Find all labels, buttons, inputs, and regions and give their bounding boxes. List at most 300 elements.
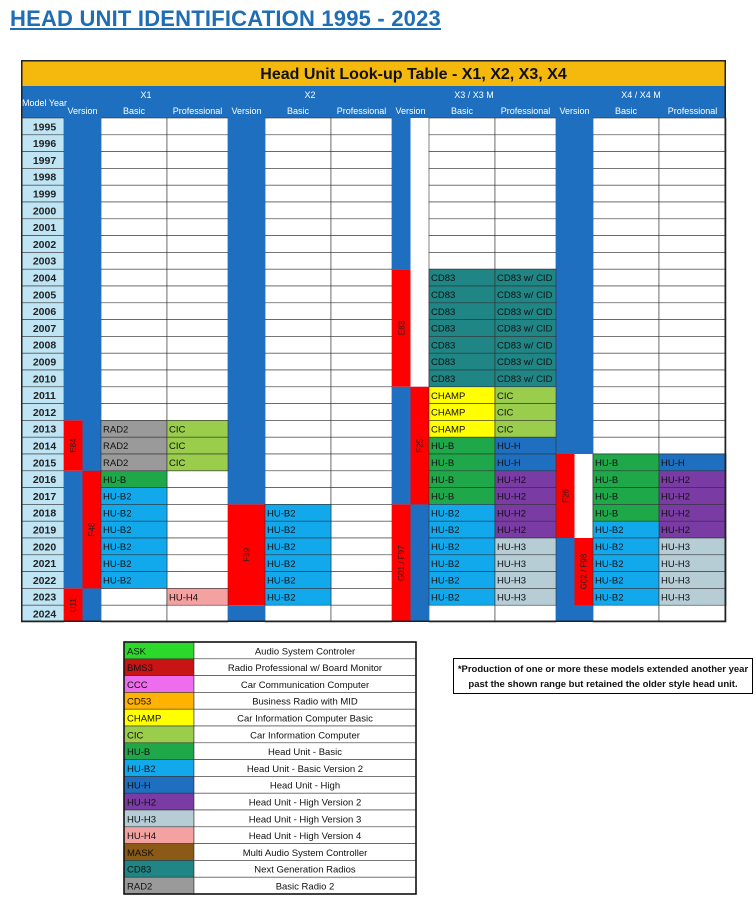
empty-cell bbox=[167, 404, 228, 421]
column-header-basic: Basic bbox=[122, 106, 146, 116]
empty-cell bbox=[167, 236, 228, 253]
head-unit-code: HU-B bbox=[431, 458, 455, 469]
empty-cell bbox=[659, 303, 726, 320]
head-unit-code: HU-B2 bbox=[431, 575, 460, 587]
empty-cell bbox=[265, 437, 331, 454]
empty-cell bbox=[167, 252, 228, 269]
empty-cell bbox=[265, 454, 331, 471]
head-unit-code: HU-H4 bbox=[169, 592, 199, 604]
model-year-label: 2005 bbox=[32, 289, 57, 302]
empty-cell bbox=[331, 236, 392, 253]
head-unit-code: HU-B2 bbox=[595, 575, 624, 587]
column-header-professional: Professional bbox=[667, 106, 718, 116]
head-unit-code: CIC bbox=[169, 424, 186, 436]
version-span bbox=[392, 118, 411, 269]
legend-code: MASK bbox=[127, 847, 154, 859]
model-year-label: 2002 bbox=[32, 238, 57, 251]
model-year-label: 2018 bbox=[32, 507, 57, 520]
empty-cell bbox=[101, 185, 167, 202]
head-unit-code: HU-B2 bbox=[267, 558, 296, 570]
column-header-version: Version bbox=[559, 106, 590, 116]
head-unit-code: HU-H2 bbox=[661, 491, 691, 503]
head-unit-code: CIC bbox=[497, 424, 514, 436]
empty-cell bbox=[495, 202, 556, 219]
empty-cell bbox=[331, 572, 392, 589]
empty-cell bbox=[167, 504, 228, 521]
head-unit-code: HU-B2 bbox=[595, 558, 624, 570]
model-year-label: 2010 bbox=[32, 373, 57, 386]
head-unit-code: HU-B bbox=[595, 508, 619, 520]
empty-cell bbox=[659, 152, 726, 169]
legend-code: HU-B2 bbox=[127, 763, 156, 775]
group-header-x3-x3-m: X3 / X3 M bbox=[454, 90, 494, 100]
empty-cell bbox=[659, 252, 726, 269]
version-span bbox=[556, 118, 593, 454]
empty-cell bbox=[167, 572, 228, 589]
table-title: Head Unit Look-up Table - X1, X2, X3, X4 bbox=[260, 66, 567, 83]
column-header-basic: Basic bbox=[286, 106, 310, 116]
empty-cell bbox=[331, 555, 392, 572]
head-unit-code: CD83 w/ CID bbox=[497, 374, 553, 385]
head-unit-code: HU-B2 bbox=[595, 525, 624, 537]
empty-cell bbox=[659, 168, 726, 185]
group-header-x4-x4-m: X4 / X4 M bbox=[621, 90, 661, 100]
head-unit-code: HU-B2 bbox=[103, 575, 132, 587]
empty-cell bbox=[659, 202, 726, 219]
legend-description: Head Unit - High Version 4 bbox=[248, 831, 362, 843]
empty-cell bbox=[265, 219, 331, 236]
legend-code: HU-H bbox=[127, 780, 151, 792]
head-unit-code: CIC bbox=[497, 407, 514, 419]
empty-cell bbox=[265, 118, 331, 135]
empty-cell bbox=[593, 370, 659, 387]
empty-cell bbox=[101, 202, 167, 219]
empty-cell bbox=[101, 252, 167, 269]
empty-cell bbox=[101, 404, 167, 421]
head-unit-code: HU-H3 bbox=[497, 575, 527, 587]
empty-cell bbox=[265, 370, 331, 387]
model-year-label: 2008 bbox=[32, 339, 57, 352]
head-unit-code: HU-B2 bbox=[267, 592, 296, 604]
empty-cell bbox=[429, 605, 495, 622]
head-unit-code: CD83 bbox=[431, 306, 456, 318]
legend-description: Basic Radio 2 bbox=[275, 881, 335, 893]
empty-cell bbox=[167, 471, 228, 488]
legend-description: Radio Professional w/ Board Monitor bbox=[227, 663, 383, 675]
empty-cell bbox=[429, 236, 495, 253]
empty-cell bbox=[495, 252, 556, 269]
empty-cell bbox=[167, 336, 228, 353]
empty-cell bbox=[167, 538, 228, 555]
empty-cell bbox=[331, 538, 392, 555]
empty-cell bbox=[265, 152, 331, 169]
head-unit-code: HU-B2 bbox=[103, 508, 132, 520]
empty-cell bbox=[593, 152, 659, 169]
head-unit-code: HU-B2 bbox=[431, 525, 460, 537]
empty-cell bbox=[659, 387, 726, 404]
version-label: E84 bbox=[69, 438, 79, 453]
empty-cell bbox=[331, 219, 392, 236]
version-label: G01 / F97 bbox=[397, 545, 407, 581]
version-label: G02 / F98 bbox=[579, 553, 589, 590]
empty-cell bbox=[659, 370, 726, 387]
head-unit-code: CD83 bbox=[431, 340, 456, 352]
empty-cell bbox=[495, 168, 556, 185]
empty-cell bbox=[331, 320, 392, 337]
footnote-line-1: *Production of one or more these models extended another year bbox=[457, 664, 749, 675]
empty-cell bbox=[167, 286, 228, 303]
empty-cell bbox=[331, 303, 392, 320]
version-label: U11 bbox=[69, 598, 79, 613]
empty-cell bbox=[331, 336, 392, 353]
legend-code: ASK bbox=[127, 646, 147, 658]
empty-cell bbox=[265, 168, 331, 185]
model-year-label: 2015 bbox=[32, 457, 57, 470]
empty-cell bbox=[593, 185, 659, 202]
column-header-version: Version bbox=[395, 106, 426, 116]
empty-cell bbox=[331, 605, 392, 622]
empty-cell bbox=[659, 269, 726, 286]
head-unit-code: HU-H2 bbox=[497, 525, 527, 537]
empty-cell bbox=[659, 605, 726, 622]
empty-cell bbox=[331, 521, 392, 538]
empty-cell bbox=[495, 118, 556, 135]
version-label: F48 bbox=[87, 522, 97, 537]
head-unit-code: HU-B bbox=[431, 441, 455, 453]
head-unit-code: HU-H3 bbox=[661, 542, 691, 553]
model-year-label: 2011 bbox=[33, 390, 56, 403]
legend-code: CIC bbox=[127, 730, 144, 742]
empty-cell bbox=[593, 387, 659, 404]
head-unit-code: HU-B2 bbox=[431, 558, 460, 570]
empty-cell bbox=[101, 605, 167, 622]
empty-cell bbox=[593, 135, 659, 152]
head-unit-code: CHAMP bbox=[431, 407, 466, 419]
model-year-label: 2009 bbox=[32, 356, 57, 369]
group-header-x2: X2 bbox=[304, 90, 316, 100]
empty-cell bbox=[659, 404, 726, 421]
model-year-label: 2017 bbox=[32, 490, 57, 503]
model-year-label: 1999 bbox=[32, 188, 57, 201]
empty-cell bbox=[429, 185, 495, 202]
head-unit-code: HU-H3 bbox=[497, 558, 527, 570]
empty-cell bbox=[167, 387, 228, 404]
model-year-label: 2016 bbox=[32, 474, 57, 487]
empty-cell bbox=[167, 605, 228, 622]
empty-cell bbox=[495, 236, 556, 253]
version-label: F25 bbox=[415, 438, 425, 453]
empty-cell bbox=[331, 286, 392, 303]
legend-description: Head Unit - Basic Version 2 bbox=[246, 763, 364, 775]
empty-cell bbox=[265, 202, 331, 219]
head-unit-code: HU-H2 bbox=[661, 474, 691, 486]
empty-cell bbox=[331, 471, 392, 488]
empty-cell bbox=[659, 118, 726, 135]
empty-cell bbox=[593, 605, 659, 622]
page-title: HEAD UNIT IDENTIFICATION 1995 - 2023 bbox=[10, 6, 441, 31]
empty-cell bbox=[331, 488, 392, 505]
empty-cell bbox=[331, 269, 392, 286]
empty-cell bbox=[167, 303, 228, 320]
head-unit-code: HU-B2 bbox=[595, 542, 624, 553]
empty-cell bbox=[101, 168, 167, 185]
head-unit-code: CIC bbox=[169, 458, 186, 469]
empty-cell bbox=[167, 488, 228, 505]
head-unit-code: HU-H3 bbox=[661, 592, 691, 604]
head-unit-code: HU-H bbox=[661, 458, 685, 469]
model-year-label: 2006 bbox=[32, 306, 57, 319]
head-unit-code: HU-H2 bbox=[497, 474, 527, 486]
head-unit-code: CIC bbox=[169, 441, 186, 453]
empty-cell bbox=[593, 252, 659, 269]
empty-cell bbox=[101, 219, 167, 236]
head-unit-lookup-table bbox=[21, 60, 751, 626]
head-unit-code: HU-B bbox=[431, 491, 455, 503]
empty-cell bbox=[167, 370, 228, 387]
empty-cell bbox=[167, 135, 228, 152]
empty-cell bbox=[659, 420, 726, 437]
head-unit-code: HU-H bbox=[497, 458, 521, 469]
head-unit-code: HU-B2 bbox=[431, 508, 460, 520]
footnote-line-2: past the shown range but retained the older style head unit. bbox=[468, 679, 738, 690]
empty-cell bbox=[331, 185, 392, 202]
legend-code: CHAMP bbox=[127, 713, 162, 725]
empty-cell bbox=[101, 387, 167, 404]
empty-cell bbox=[429, 168, 495, 185]
head-unit-code: HU-H3 bbox=[661, 575, 691, 587]
empty-cell bbox=[593, 404, 659, 421]
empty-cell bbox=[167, 555, 228, 572]
empty-cell bbox=[265, 320, 331, 337]
empty-cell bbox=[593, 353, 659, 370]
empty-cell bbox=[167, 168, 228, 185]
head-unit-code: HU-H3 bbox=[497, 592, 527, 604]
group-header-x1: X1 bbox=[140, 90, 152, 100]
model-year-label: 2014 bbox=[32, 440, 57, 453]
legend-code: RAD2 bbox=[127, 881, 153, 893]
empty-cell bbox=[593, 118, 659, 135]
legend-description: Head Unit - High Version 2 bbox=[248, 797, 362, 809]
legend-code: HU-H4 bbox=[127, 831, 157, 843]
model-year-label: 2000 bbox=[32, 205, 57, 218]
head-unit-code: HU-B2 bbox=[103, 542, 132, 553]
model-year-label: 2024 bbox=[32, 608, 57, 621]
empty-cell bbox=[593, 336, 659, 353]
empty-cell bbox=[331, 152, 392, 169]
empty-cell bbox=[167, 320, 228, 337]
empty-cell bbox=[265, 303, 331, 320]
empty-cell bbox=[265, 336, 331, 353]
version-label: F39 bbox=[242, 547, 252, 562]
column-header-professional: Professional bbox=[336, 106, 387, 116]
empty-cell bbox=[265, 135, 331, 152]
legend-code: HU-H3 bbox=[127, 814, 157, 826]
empty-cell bbox=[593, 236, 659, 253]
empty-cell bbox=[495, 605, 556, 622]
empty-cell bbox=[101, 370, 167, 387]
empty-cell bbox=[593, 303, 659, 320]
empty-cell bbox=[101, 118, 167, 135]
empty-cell bbox=[265, 420, 331, 437]
head-unit-code: HU-H3 bbox=[661, 558, 691, 570]
empty-cell bbox=[167, 219, 228, 236]
legend-description: Multi Audio System Controller bbox=[242, 847, 368, 859]
head-unit-code: HU-H2 bbox=[661, 525, 691, 537]
empty-cell bbox=[331, 504, 392, 521]
empty-cell bbox=[101, 152, 167, 169]
empty-cell bbox=[429, 152, 495, 169]
head-unit-code: HU-B bbox=[431, 474, 455, 486]
empty-cell bbox=[593, 286, 659, 303]
empty-cell bbox=[101, 336, 167, 353]
empty-cell bbox=[101, 303, 167, 320]
version-span bbox=[392, 387, 411, 505]
empty-cell bbox=[265, 269, 331, 286]
model-year-label: 2019 bbox=[32, 524, 57, 537]
empty-cell bbox=[331, 118, 392, 135]
empty-cell bbox=[167, 521, 228, 538]
empty-cell bbox=[593, 320, 659, 337]
empty-cell bbox=[101, 588, 167, 605]
empty-cell bbox=[429, 118, 495, 135]
empty-cell bbox=[331, 370, 392, 387]
head-unit-code: CD83 w/ CID bbox=[497, 290, 553, 301]
model-year-label: 1998 bbox=[32, 171, 57, 184]
empty-cell bbox=[265, 488, 331, 505]
head-unit-code: CD83 bbox=[431, 374, 456, 385]
head-unit-code: HU-B2 bbox=[267, 542, 296, 553]
head-unit-code: CD83 w/ CID bbox=[497, 323, 553, 335]
head-unit-code: HU-H bbox=[497, 441, 521, 453]
empty-cell bbox=[593, 437, 659, 454]
empty-cell bbox=[331, 252, 392, 269]
empty-cell bbox=[265, 286, 331, 303]
empty-cell bbox=[101, 269, 167, 286]
head-unit-code: HU-H3 bbox=[497, 542, 527, 553]
empty-cell bbox=[331, 454, 392, 471]
head-unit-code: HU-H2 bbox=[661, 508, 691, 520]
legend-description: Business Radio with MID bbox=[252, 696, 358, 708]
head-unit-code: HU-B2 bbox=[431, 542, 460, 553]
head-unit-code: HU-B2 bbox=[103, 491, 132, 503]
empty-cell bbox=[659, 336, 726, 353]
head-unit-code: HU-B2 bbox=[267, 575, 296, 587]
legend-table bbox=[123, 641, 417, 897]
model-year-label: 2013 bbox=[32, 423, 57, 436]
empty-cell bbox=[429, 202, 495, 219]
empty-cell bbox=[265, 404, 331, 421]
head-unit-code: HU-B2 bbox=[595, 592, 624, 604]
empty-cell bbox=[331, 588, 392, 605]
head-unit-code: RAD2 bbox=[103, 441, 129, 453]
head-unit-code: CD83 w/ CID bbox=[497, 357, 553, 369]
empty-cell bbox=[593, 168, 659, 185]
empty-cell bbox=[331, 135, 392, 152]
empty-cell bbox=[167, 118, 228, 135]
empty-cell bbox=[101, 135, 167, 152]
empty-cell bbox=[265, 252, 331, 269]
empty-cell bbox=[331, 387, 392, 404]
empty-cell bbox=[265, 353, 331, 370]
column-header-basic: Basic bbox=[614, 106, 638, 116]
head-unit-code: CD83 w/ CID bbox=[497, 306, 553, 318]
empty-cell bbox=[429, 219, 495, 236]
empty-cell bbox=[331, 353, 392, 370]
legend-description: Head Unit - High bbox=[269, 780, 341, 792]
column-header-basic: Basic bbox=[450, 106, 474, 116]
legend-description: Head Unit - Basic bbox=[268, 747, 342, 759]
column-header-professional: Professional bbox=[500, 106, 551, 116]
version-span bbox=[228, 118, 265, 504]
model-year-label: 2001 bbox=[32, 222, 57, 235]
empty-cell bbox=[593, 269, 659, 286]
head-unit-code: CHAMP bbox=[431, 424, 466, 436]
empty-cell bbox=[167, 269, 228, 286]
head-unit-code: HU-H2 bbox=[497, 491, 527, 503]
legend-code: CCC bbox=[127, 679, 148, 691]
empty-cell bbox=[659, 353, 726, 370]
empty-cell bbox=[331, 420, 392, 437]
version-label: F26 bbox=[561, 489, 571, 503]
column-header-professional: Professional bbox=[172, 106, 223, 116]
head-unit-code: HU-B bbox=[595, 474, 619, 486]
column-header-version: Version bbox=[231, 106, 262, 116]
model-year-header: Model Year bbox=[21, 98, 68, 108]
empty-cell bbox=[101, 286, 167, 303]
legend-description: Next Generation Radios bbox=[254, 864, 356, 876]
model-year-label: 2022 bbox=[32, 574, 57, 587]
head-unit-code: CHAMP bbox=[431, 390, 466, 402]
empty-cell bbox=[265, 236, 331, 253]
version-label: E83 bbox=[397, 320, 407, 336]
empty-cell bbox=[167, 152, 228, 169]
model-year-label: 2004 bbox=[32, 272, 57, 285]
head-unit-code: CD83 w/ CID bbox=[497, 340, 553, 352]
empty-cell bbox=[101, 320, 167, 337]
legend-code: HU-H2 bbox=[127, 797, 157, 809]
head-unit-code: HU-B bbox=[595, 458, 619, 469]
head-unit-code: CD83 bbox=[431, 323, 456, 335]
legend-description: Car Communication Computer bbox=[240, 679, 370, 691]
legend-description: Car Information Computer bbox=[250, 730, 360, 742]
empty-cell bbox=[429, 135, 495, 152]
head-unit-code: HU-B2 bbox=[267, 525, 296, 537]
model-year-label: 2003 bbox=[32, 255, 57, 268]
empty-cell bbox=[659, 185, 726, 202]
empty-cell bbox=[167, 353, 228, 370]
legend-description: Car Information Computer Basic bbox=[237, 713, 373, 725]
legend-code: CD83 bbox=[127, 864, 152, 876]
model-year-label: 2012 bbox=[32, 406, 57, 419]
empty-cell bbox=[331, 168, 392, 185]
empty-cell bbox=[495, 185, 556, 202]
head-unit-code: RAD2 bbox=[103, 424, 129, 436]
empty-cell bbox=[659, 437, 726, 454]
model-year-label: 2007 bbox=[32, 322, 57, 335]
empty-cell bbox=[659, 236, 726, 253]
head-unit-code: HU-B2 bbox=[267, 508, 296, 520]
empty-cell bbox=[429, 252, 495, 269]
empty-cell bbox=[331, 437, 392, 454]
version-span bbox=[64, 471, 83, 589]
model-year-label: 2021 bbox=[32, 558, 57, 571]
model-year-label: 1997 bbox=[32, 154, 57, 167]
empty-cell bbox=[265, 185, 331, 202]
version-span bbox=[228, 605, 265, 622]
empty-cell bbox=[659, 320, 726, 337]
empty-cell bbox=[659, 219, 726, 236]
empty-cell bbox=[495, 135, 556, 152]
